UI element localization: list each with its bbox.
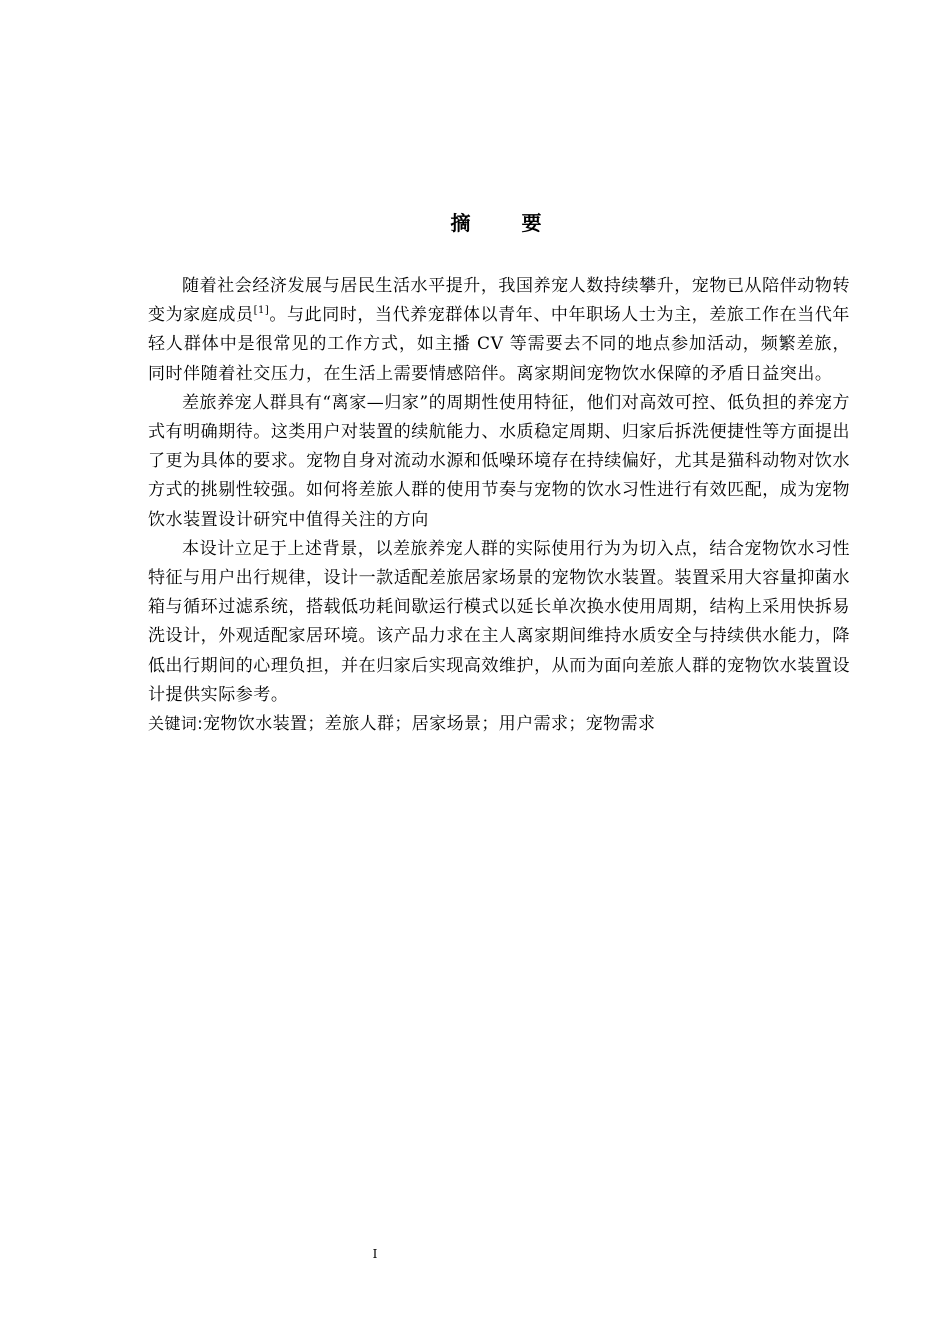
page-number: I (372, 1247, 378, 1261)
abstract-body (148, 272, 850, 738)
paragraph-1-text-b: 。与此同时，当代养宠群体以青年、中年职场人士为主，差旅工作在当代年轻人群体中是很常见的工作方式，如主播 CV 等需要去不同的地点参加活动，频繁差旅，同时伴随着社交压力，在生活上需要情感陪伴。离家期间宠物饮水保障的矛盾日益突出。 (148, 305, 850, 384)
abstract-paragraph-2: 差旅养宠人群具有“离家—归家”的周期性使用特征，他们对高效可控、低负担的养宠方式有明确期待。这类用户对装置的续航能力、水质稳定周期、归家后拆洗便捷性等方面提出了更为具体的要求。宠物自身对流动水源和低噪环境存在持续偏好，尤其是猫科动物对饮水方式的挑剔性较强。如何将差旅人群的使用节奏与宠物的饮水习性进行有效匹配，成为宠物饮水装置设计研究中值得关注的方向 (148, 392, 850, 530)
keywords-line (148, 710, 850, 738)
page-title: 摘 要 (450, 211, 564, 235)
paragraph-1-text-a: 随着社会经济发展与居民生活水平提升，我国养宠人数持续攀升，宠物已从陪伴动物转变为家庭成员 (148, 276, 850, 326)
citation-marker: [1] (253, 305, 270, 317)
abstract-paragraph-3: 本设计立足于上述背景，以差旅养宠人群的实际使用行为为切入点，结合宠物饮水习性特征与用户出行规律，设计一款适配差旅居家场景的宠物饮水装置。装置采用大容量抑菌水箱与循环过滤系统，搭载低功耗间歇运行模式以延长单次换水使用周期，结构上采用快拆易洗设计，外观适配家居环境。该产品力求在主人离家期间维持水质安全与持续供水能力，降低出行期间的心理负担，并在归家后实现高效维护，从而为面向差旅人群的宠物饮水装置设计提供实际参考。 (148, 538, 850, 705)
abstract-paragraph-1 (148, 272, 850, 389)
keywords-label: 关键词: (148, 714, 203, 734)
keywords-value: 宠物饮水装置；差旅人群；居家场景；用户需求；宠物需求 (203, 714, 656, 735)
